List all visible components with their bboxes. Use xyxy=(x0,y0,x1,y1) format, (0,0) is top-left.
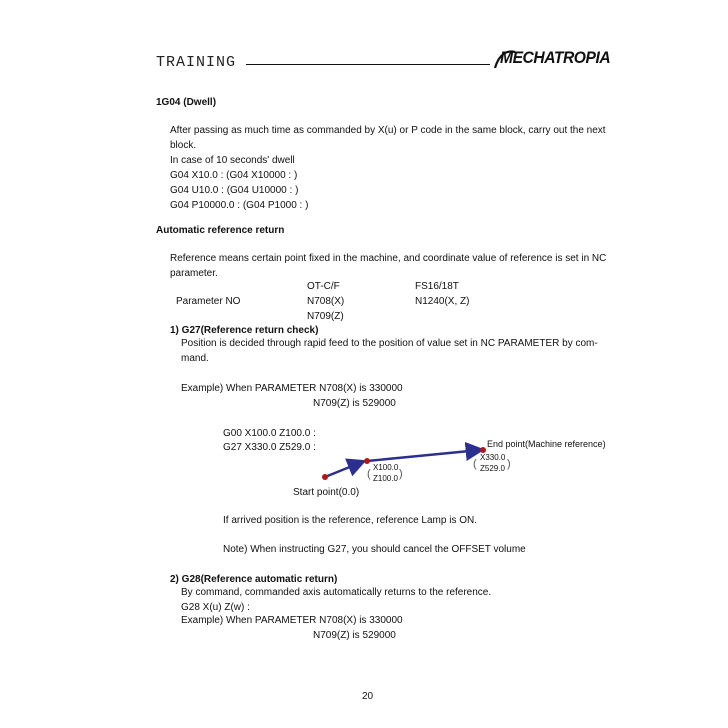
param-col1-header: OT-C/F xyxy=(307,281,340,292)
section-heading-dwell: 1G04 (Dwell) xyxy=(156,97,217,108)
g27-code-line: G00 X100.0 Z100.0 : xyxy=(223,428,316,439)
end-point-label: End point(Machine reference) xyxy=(487,439,606,449)
mid-coord-z: Z100.0 xyxy=(373,474,398,483)
path-segment-start-to-mid xyxy=(325,462,362,477)
g27-desc-line: Position is decided through rapid feed to the position of value set in NC PARAMETER by com- xyxy=(181,338,598,349)
param-col1-value: N709(Z) xyxy=(307,311,344,322)
g28-line: By command, commanded axis automatically returns to the reference. xyxy=(181,587,492,598)
g27-example-line2: N709(Z) is 529000 xyxy=(313,398,396,409)
param-row-label: Parameter NO xyxy=(176,296,241,307)
dwell-line: G04 P10000.0 : (G04 P1000 : ) xyxy=(170,200,309,211)
mid-coord-paren-close: ) xyxy=(399,468,403,480)
dwell-line: G04 X10.0 : (G04 X10000 : ) xyxy=(170,170,298,181)
page-number: 20 xyxy=(362,691,374,702)
g27-example-label: Example) When PARAMETER N708(X) is 330000 xyxy=(181,383,403,394)
end-coord-paren-close: ) xyxy=(507,458,511,470)
mid-point-marker xyxy=(364,458,370,464)
end-coord-paren-open: ( xyxy=(473,458,477,470)
company-logo: MECHATROPIA xyxy=(500,48,611,67)
dwell-line: block. xyxy=(170,140,197,151)
g27-heading: 1) G27(Reference return check) xyxy=(170,325,319,336)
g28-line: G28 X(u) Z(w) : xyxy=(181,602,250,613)
param-col1-value: N708(X) xyxy=(307,296,345,307)
g28-example-line2: N709(Z) is 529000 xyxy=(313,630,396,641)
start-point-marker xyxy=(322,474,328,480)
g28-example-label: Example) When PARAMETER N708(X) is 330000 xyxy=(181,615,403,626)
dwell-line: After passing as much time as commanded by X(u) or P code in the same block, carry out the next xyxy=(170,125,606,136)
dwell-line: In case of 10 seconds' dwell xyxy=(170,155,295,166)
g28-description xyxy=(181,585,491,615)
start-point-label: Start point(0.0) xyxy=(293,487,360,498)
path-segment-mid-to-end xyxy=(367,450,480,461)
param-col2-value: N1240(X, Z) xyxy=(415,296,470,307)
end-coord-x: X330.0 xyxy=(480,453,506,462)
g27-note-lamp: If arrived position is the reference, reference Lamp is ON. xyxy=(223,515,478,526)
g27-code-line: G27 X330.0 Z529.0 : xyxy=(223,442,316,453)
intro-line: Reference means certain point fixed in the machine, and coordinate value of reference is set in NC xyxy=(170,253,607,264)
intro-line: parameter. xyxy=(170,268,218,279)
mid-coord-x: X100.0 xyxy=(373,463,399,472)
g27-note-offset: Note) When instructing G27, you should cancel the OFFSET volume xyxy=(223,544,526,555)
g28-heading: 2) G28(Reference automatic return) xyxy=(170,574,338,585)
section-heading-reference-return: Automatic reference return xyxy=(156,225,285,236)
end-coord-z: Z529.0 xyxy=(480,464,505,473)
mid-coord-paren-open: ( xyxy=(367,468,371,480)
dwell-line: G04 U10.0 : (G04 U10000 : ) xyxy=(170,185,299,196)
header-title: TRAINING xyxy=(156,54,237,71)
g27-desc-line: mand. xyxy=(181,353,209,364)
param-col2-header: FS16/18T xyxy=(415,281,459,292)
